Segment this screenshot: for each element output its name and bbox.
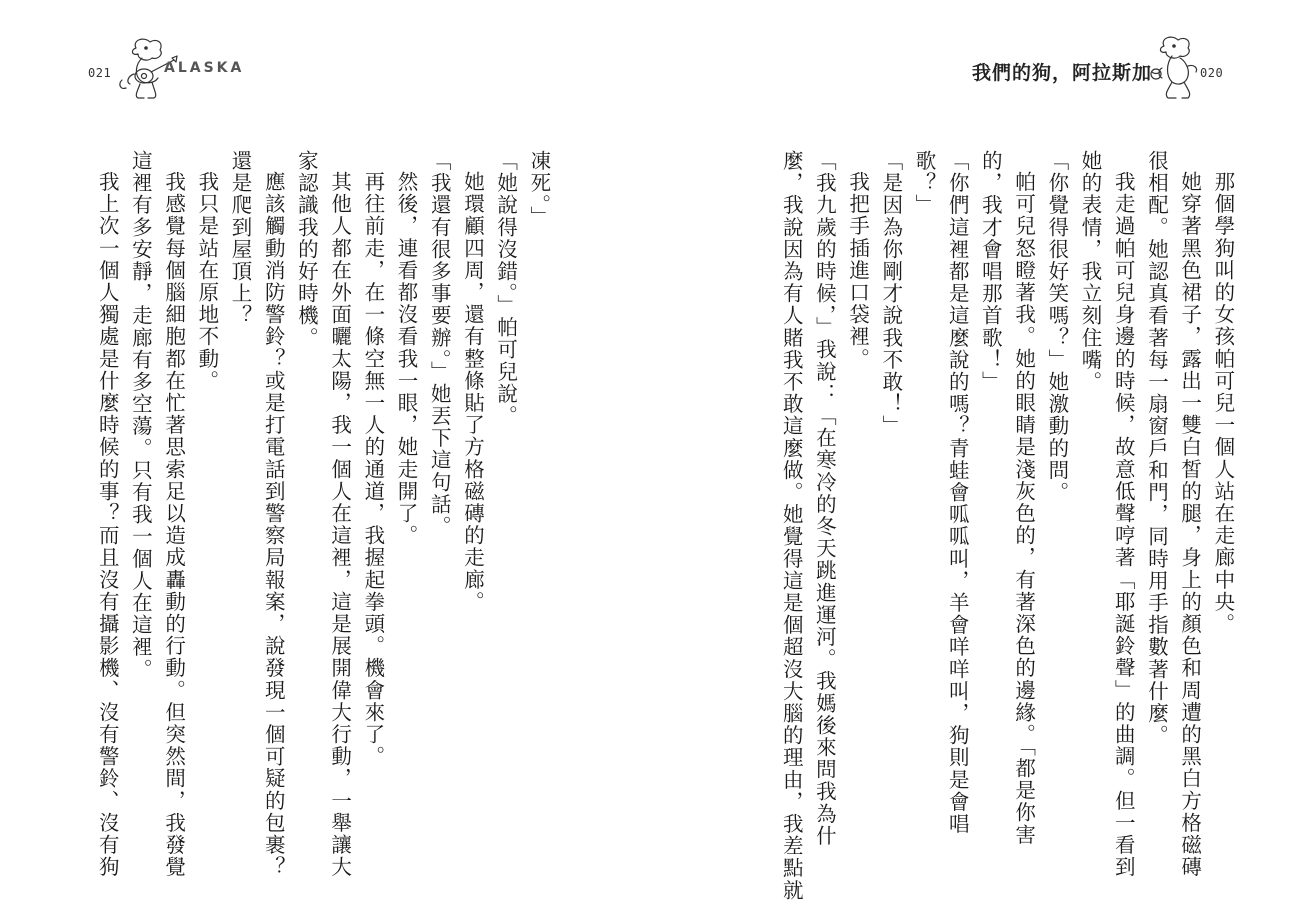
text-line: 這裡有多安靜，走廊有多空蕩。只有我一個人在這裡。: [128, 150, 153, 681]
text-line: 她穿著黑色裙子，露出一雙白皙的腿，身上的顏色和周遭的黑白方格磁磚: [1177, 171, 1202, 879]
text-line: 那個學狗叫的女孩帕可兒一個人站在走廊中央。: [1210, 171, 1235, 636]
text-line: 我上次一個人獨處是什麼時候的事？而且沒有攝影機、沒有警鈴、沒有狗: [95, 171, 120, 879]
text-line: 家認識我的好時機。: [294, 150, 319, 349]
text-line: 歌？」: [912, 150, 937, 217]
left-page: [0, 0, 656, 906]
text-line: 「我還有很多事要辦。」她丟下這句話。: [427, 150, 452, 538]
page-number-right: 020: [1200, 66, 1224, 80]
text-line: 「你覺得很好笑嗎？」她激動的問。: [1044, 150, 1069, 504]
book-title: 我們的狗，阿拉斯加: [972, 62, 1153, 84]
text-line: 她的表情，我立刻住嘴。: [1078, 150, 1103, 394]
text-line: 應該觸動消防警鈴？或是打電話到警察局報案，說發現一個可疑的包裹？: [261, 171, 286, 879]
text-line: 我感覺每個腦細胞都在忙著思索足以造成轟動的行動。但突然間，我發覺: [161, 171, 186, 879]
text-line: 我把手插進口袋裡。: [845, 171, 870, 370]
left-page-body: [90, 150, 555, 879]
right-page-body: [774, 150, 1239, 902]
alaska-logo: ALASKA: [164, 60, 245, 76]
text-line: 其他人都在外面曬太陽，我一個人在這裡，這是展開偉大行動，一舉讓大: [327, 171, 352, 879]
text-line: 凍死。」: [526, 150, 551, 229]
text-line: 然後，連看都沒看我一眼，她走開了。: [394, 171, 419, 547]
text-line: 「是因為你剛才說我不敢！」: [878, 150, 903, 438]
text-line: 「她說得沒錯。」帕可兒說。: [493, 150, 518, 428]
text-line: 還是爬到屋頂上？: [228, 150, 253, 327]
text-line: 再往前走，在一條空無一人的通道，我握起拳頭。機會來了。: [360, 171, 385, 768]
text-line: 麼，我說因為有人賭我不敢這麼做。她覺得這是個超沒大腦的理由，我差點就: [779, 150, 804, 902]
text-line: 我只是站在原地不動。: [194, 171, 219, 392]
text-line: 「我九歲的時候，」我說：「在寒冷的冬天跳進運河。我媽後來問我為什: [812, 150, 837, 847]
text-line: 她環顧四周，還有整條貼了方格磁磚的走廊。: [460, 171, 485, 613]
text-line: 很相配。她認真看著每一扇窗戶和門，同時用手指數著什麼。: [1144, 150, 1169, 747]
text-line: 帕可兒怒瞪著我。她的眼睛是淺灰色的，有著深色的邊緣。「都是你害: [1011, 171, 1036, 846]
right-page: [656, 0, 1312, 906]
text-line: 「你們這裡都是這麼說的嗎？青蛙會呱呱叫，羊會咩咩叫，狗則是會唱: [945, 150, 970, 836]
page-number-left: 021: [88, 66, 112, 80]
text-line: 我走過帕可兒身邊的時候，故意低聲哼著「耶誕鈴聲」的曲調。但一看到: [1111, 171, 1136, 879]
dog-with-ball-icon: [1148, 34, 1204, 102]
text-line: 的，我才會唱那首歌！」: [978, 150, 1003, 394]
